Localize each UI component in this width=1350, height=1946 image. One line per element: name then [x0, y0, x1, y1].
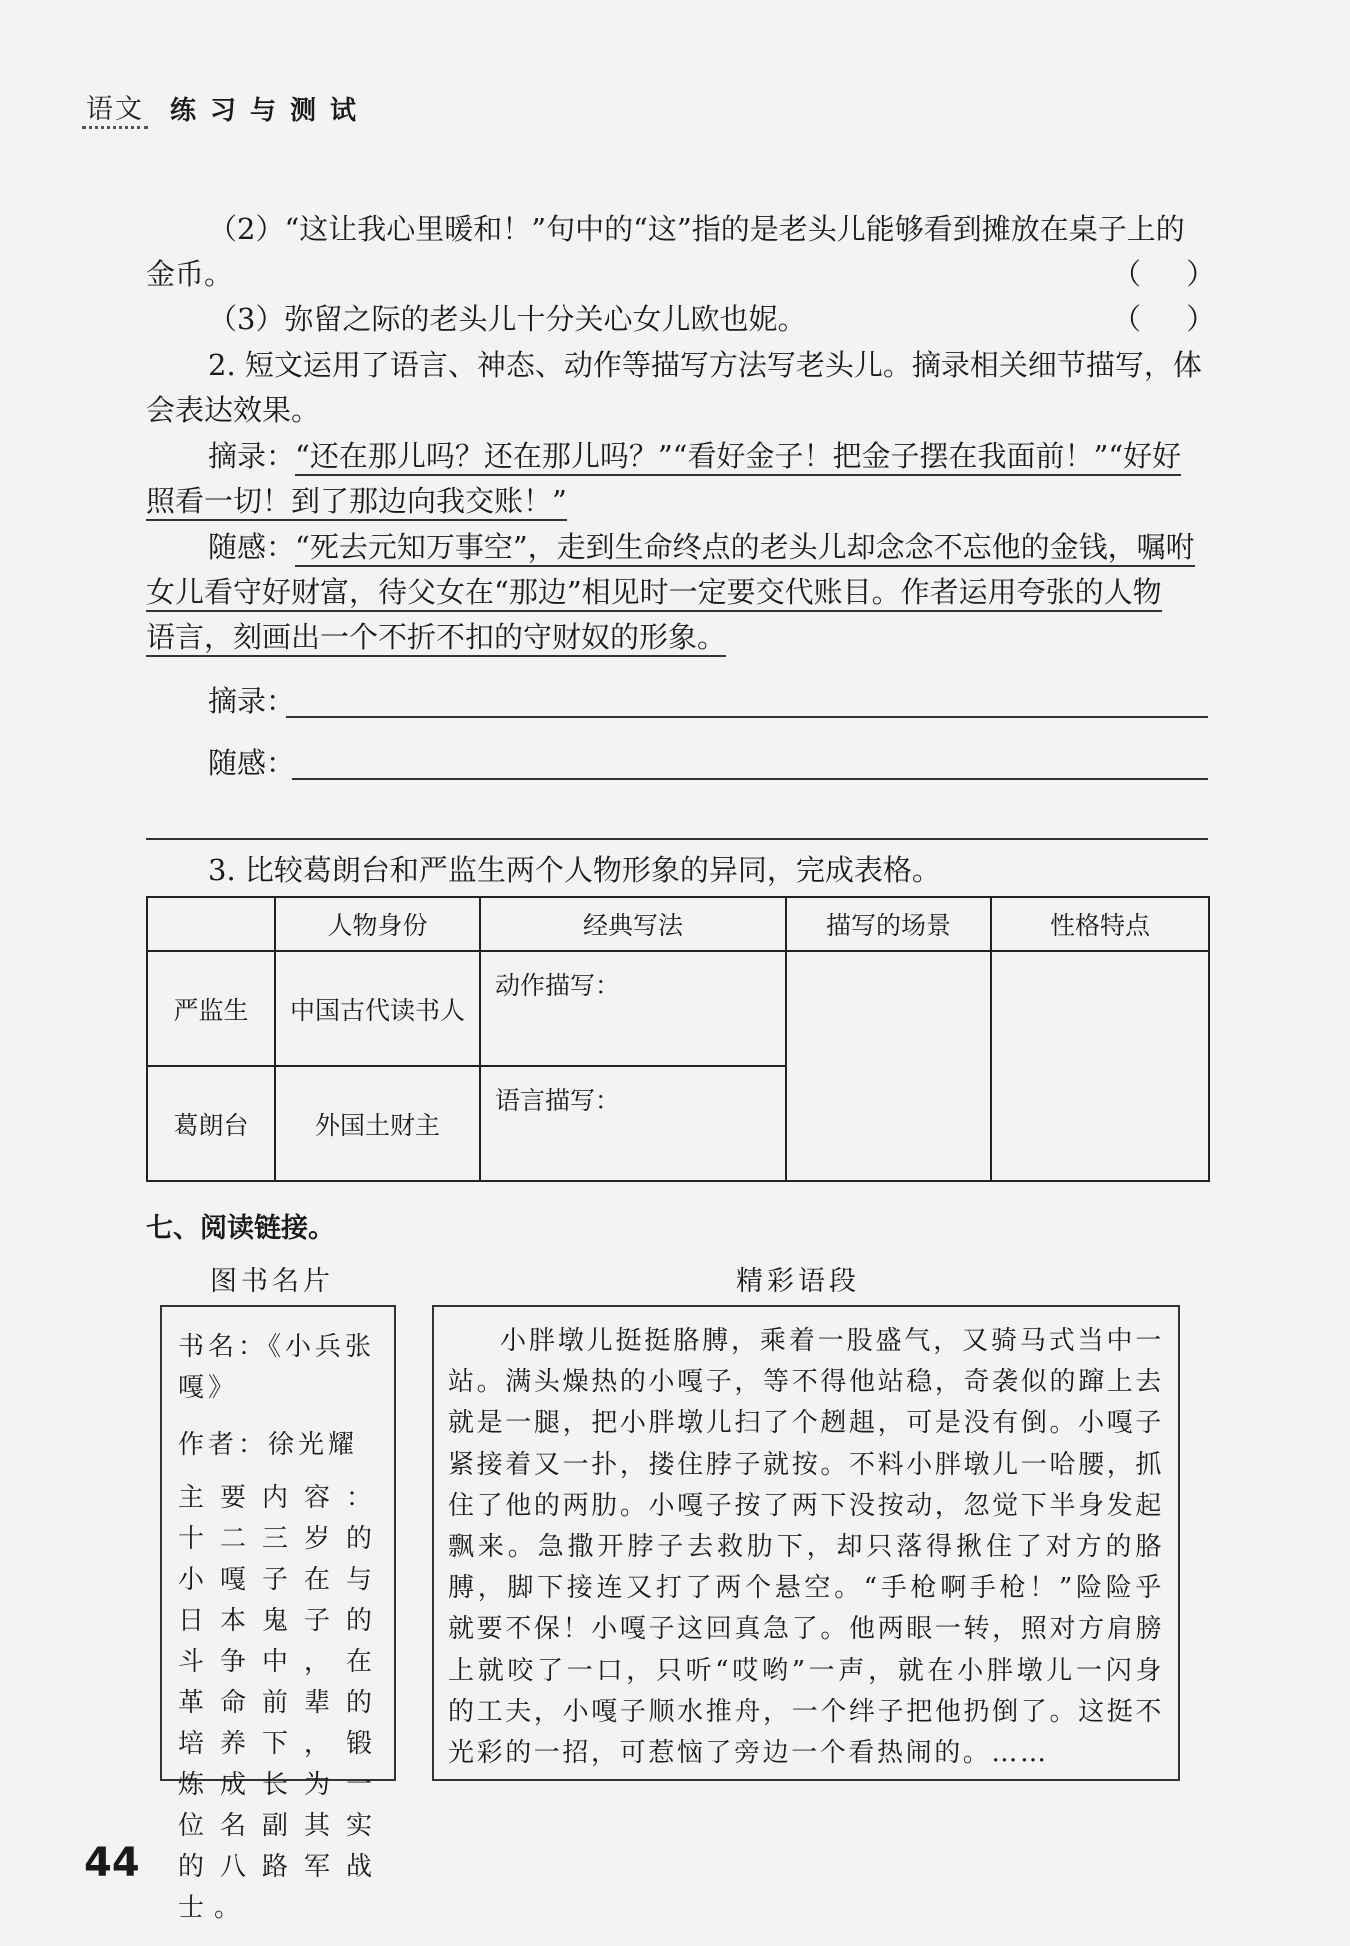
row1-method[interactable]: 动作描写： — [480, 951, 786, 1066]
header-method: 经典写法 — [480, 897, 786, 951]
answer-excerpt-line[interactable] — [286, 716, 1208, 718]
card-caption: 图书名片 — [210, 1266, 334, 1297]
q2-example-excerpt-line1 — [208, 436, 1181, 476]
q2-example-excerpt-line2 — [146, 481, 567, 521]
header-scene: 描写的场景 — [786, 897, 991, 951]
answer-note-label: 随感： — [208, 746, 296, 780]
comparison-table — [146, 896, 1210, 1182]
traits-answer-cell[interactable] — [991, 951, 1209, 1181]
example-note-text3: 语言，刻画出一个不折不扣的守财奴的形象。 — [146, 620, 726, 657]
scene-answer-cell[interactable] — [786, 951, 991, 1181]
q3-prompt: 3. 比较葛朗台和严监生两个人物形象的异同，完成表格。 — [208, 853, 941, 887]
row2-method[interactable]: 语言描写： — [480, 1066, 786, 1181]
book-title: 练习与测试 — [170, 95, 371, 126]
header-cell-empty — [147, 897, 275, 951]
header-traits: 性格特点 — [991, 897, 1209, 951]
answer-note-line1[interactable] — [292, 778, 1208, 780]
q2-example-note-line2 — [146, 572, 1162, 612]
page-number: 44 — [84, 1840, 140, 1886]
subject-label: 语文 — [82, 87, 148, 129]
row1-name: 严监生 — [147, 951, 275, 1066]
q1-item3: （3）弥留之际的老头儿十分关心女儿欧也妮。 — [208, 302, 807, 336]
q1-item3-answer-paren[interactable]: （ ） — [1112, 302, 1234, 336]
book-author: 作者：徐光耀 — [178, 1430, 359, 1460]
example-note-text2: 女儿看守好财富，待父女在“那边”相见时一定要交代账目。作者运用夸张的人物 — [146, 575, 1162, 612]
q1-item2-line1: （2）“这让我心里暖和！”句中的“这”指的是老头儿能够看到摊放在桌子上的 — [208, 212, 1185, 246]
section7-title: 七、阅读链接。 — [146, 1213, 335, 1244]
q2-example-note-line1 — [208, 527, 1195, 567]
example-note-label: 随感： — [208, 530, 296, 564]
example-excerpt-label: 摘录： — [208, 439, 296, 473]
answer-note-line2[interactable] — [146, 838, 1208, 840]
header-identity: 人物身份 — [275, 897, 480, 951]
example-excerpt-text1: “还在那儿吗？还在那儿吗？”“看好金子！把金子摆在我面前！”“好好 — [295, 439, 1181, 476]
table-row — [147, 951, 1209, 1066]
book-card — [160, 1305, 396, 1923]
q1-item2-answer-paren[interactable]: （ ） — [1112, 257, 1234, 291]
q1-item2-line2: 金币。 — [146, 257, 234, 291]
example-note-text1: “死去元知万事空”，走到生命终点的老头儿却念念不忘他的金钱，嘱咐 — [295, 530, 1195, 567]
answer-excerpt-label: 摘录： — [208, 684, 296, 718]
book-name: 书名：《小兵张嘎》 — [178, 1332, 376, 1403]
row2-name: 葛朗台 — [147, 1066, 275, 1181]
q2-example-note-line3 — [146, 617, 726, 657]
excerpt-box — [432, 1305, 1180, 1781]
example-excerpt-text2: 照看一切！到了那边向我交账！” — [146, 484, 567, 521]
table-header-row — [147, 897, 1209, 951]
q2-prompt-line1: 2. 短文运用了语言、神态、动作等描写方法写老头儿。摘录相关细节描写，体 — [208, 348, 1202, 382]
excerpt-text: 小胖墩儿挺挺胳膊，乘着一股盛气，又骑马式当中一站。满头燥热的小嘎子，等不得他站稳，奇袭似的蹿上去就是一腿，把小胖墩儿扫了个趔趄，可是没有倒。小嘎子紧接着又一扑，搂住脖子就按。不料小胖墩儿一哈腰，抓住了他的两肋。小嘎子按了两下没按动，忽觉下半身发起飘来。急撒开脖子去救肋下，却只落得揪住了对方的胳膊，脚下接连又打了两个悬空。“手枪啊手枪！”险险乎就要不保！小嘎子这回真急了。他两眼一转，照对方肩膀上就咬了一口，只听“哎哟”一声，就在小胖墩儿一闪身的工夫，小嘎子顺水推舟，一个绊子把他扔倒了。这挺不光彩的一招，可惹恼了旁边一个看热闹的。…… — [448, 1326, 1164, 1769]
excerpt-caption: 精彩语段 — [736, 1266, 860, 1297]
book-summary: 主要内容：十二三岁的小嘎子在与日本鬼子的斗争中，在革命前辈的培养下，锻炼成长为一位名副其实的八路军战士。 — [178, 1483, 382, 1923]
q2-prompt-line2: 会表达效果。 — [146, 393, 321, 427]
row1-identity: 中国古代读书人 — [275, 951, 480, 1066]
row2-identity: 外国土财主 — [275, 1066, 480, 1181]
page-header — [82, 86, 370, 130]
